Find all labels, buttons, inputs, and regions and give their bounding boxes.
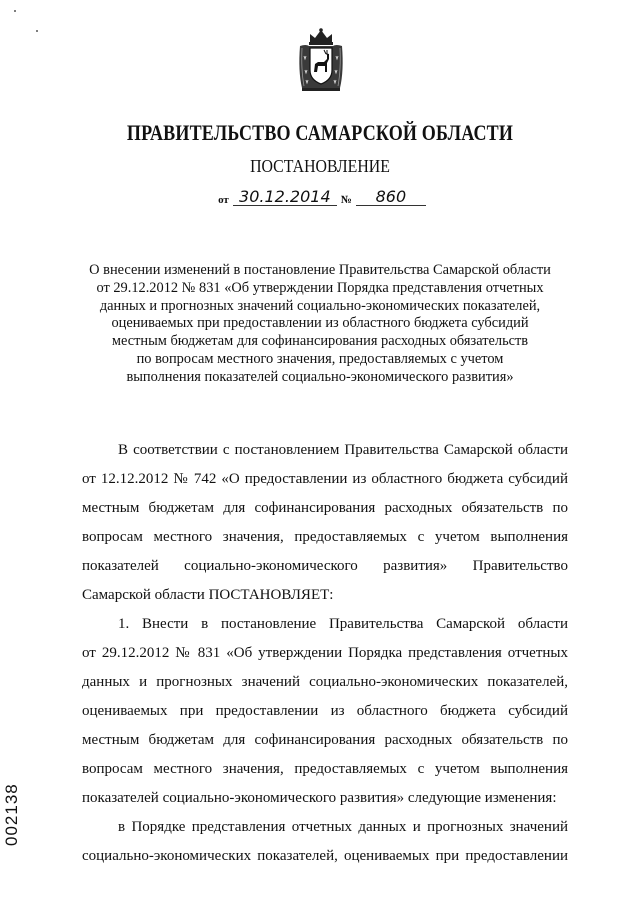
body-line: в Порядке представления отчетных данных и прогнозных значений	[118, 819, 568, 835]
subject-line: местным бюджетам для софинансирования расходных обязательств	[111, 333, 529, 350]
date-value: 30.12.2014	[233, 188, 337, 206]
body-line: социально-экономических показателей, оцениваемых при предоставлении	[82, 848, 568, 864]
body-line: местным бюджетам для софинансирования расходных обязательств по	[82, 732, 568, 748]
body-line: Самарской области ПОСТАНОВЛЯЕТ:	[82, 587, 334, 603]
body-text	[82, 436, 568, 871]
body-line: от 12.12.2012 № 742 «О предоставлении из областного бюджета субсидий	[82, 471, 568, 487]
body-line: вопросам местного значения, предоставляемых с учетом выполнения	[82, 529, 568, 545]
subject-block	[60, 262, 580, 387]
date-number-line	[0, 188, 640, 206]
subject-line: данных и прогнозных значений социально-экономических показателей,	[99, 297, 541, 314]
subject-line: выполнения показателей социально-экономического развития»	[126, 368, 514, 385]
number-label: №	[340, 194, 352, 206]
body-line: В соответствии с постановлением Правительства Самарской области	[118, 442, 568, 458]
number-value: 860	[356, 188, 426, 206]
body-line: показателей социально-экономического развития» Правительство	[82, 558, 568, 574]
side-registration-number: 002138	[2, 783, 21, 846]
scan-speck	[14, 10, 16, 12]
body-line: вопросам местного значения, предоставляемых с учетом выполнения	[82, 761, 568, 777]
body-line: данных и прогнозных значений социально-экономических показателей,	[82, 674, 568, 690]
body-line: местным бюджетам для софинансирования расходных обязательств по	[82, 500, 568, 516]
body-line: от 29.12.2012 № 831 «Об утверждении Порядка представления отчетных	[82, 645, 568, 661]
subject-line: О внесении изменений в постановление Правительства Самарской области	[89, 262, 551, 278]
body-line: 1. Внести в постановление Правительства Самарской области	[118, 616, 568, 632]
subject-line: от 29.12.2012 № 831 «Об утверждении Порядка представления отчетных	[96, 279, 544, 296]
subject-line: по вопросам местного значения, предоставляемых с учетом	[136, 350, 504, 367]
organization-title: ПРАВИТЕЛЬСТВО САМАРСКОЙ ОБЛАСТИ	[126, 120, 514, 145]
body-line: показателей социально-экономического развития» следующие изменения:	[82, 790, 557, 806]
date-label: от	[218, 194, 229, 206]
scan-speck	[36, 30, 38, 32]
subject-line: оцениваемых при предоставлении из областного бюджета субсидий	[111, 315, 529, 332]
body-line: оцениваемых при предоставлении из областного бюджета субсидий	[82, 703, 568, 719]
document-type: ПОСТАНОВЛЕНИЕ	[250, 156, 390, 176]
coat-of-arms-emblem	[296, 26, 346, 96]
